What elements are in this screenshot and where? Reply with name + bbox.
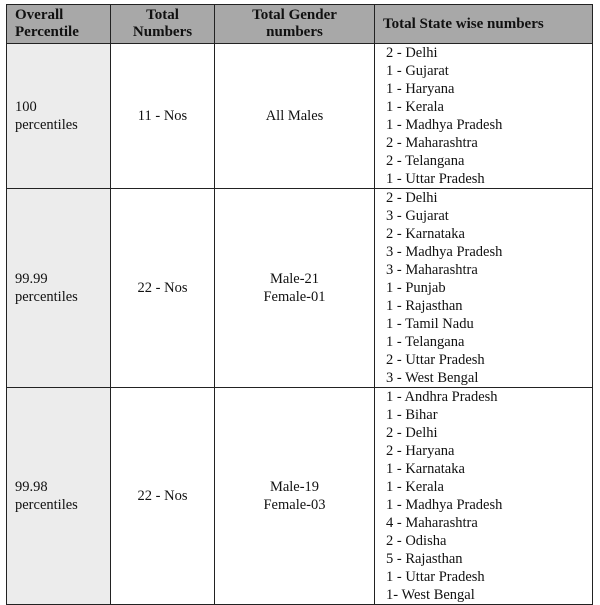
header-numbers-line2: Numbers	[132, 24, 193, 40]
state-item: 1 - Uttar Pradesh	[386, 569, 485, 585]
state-item: 1 - Tamil Nadu	[386, 316, 474, 332]
gender-line: All Males	[265, 108, 324, 124]
header-overall-percentile	[7, 5, 111, 44]
state-item: 3 - Maharashtra	[386, 262, 478, 278]
state-list	[386, 44, 592, 188]
state-item: 2 - Karnataka	[386, 226, 465, 242]
state-item: 1 - Haryana	[386, 81, 455, 97]
state-item: 1 - Kerala	[386, 99, 444, 115]
total-numbers-cell: 11 - Nos	[111, 44, 215, 189]
state-item: 4 - Maharashtra	[386, 515, 478, 531]
gender-cell	[215, 189, 375, 388]
state-cell	[375, 189, 593, 388]
table-header	[7, 5, 593, 44]
state-list	[386, 189, 592, 387]
state-item: 1 - Telangana	[386, 334, 465, 350]
header-gender-line1: Total Gender	[252, 7, 337, 23]
gender-line: Male-19	[269, 479, 320, 495]
state-cell	[375, 44, 593, 189]
state-item: 3 - Madhya Pradesh	[386, 244, 503, 260]
percentile-unit: percentiles	[15, 117, 78, 133]
table-row	[7, 388, 593, 605]
state-item: 2 - Delhi	[386, 45, 438, 61]
gender-line: Female-01	[263, 289, 326, 305]
state-item: 1 - Andhra Pradesh	[386, 389, 498, 405]
header-percentile-line2: Percentile	[15, 24, 79, 40]
percentile-cell	[7, 388, 111, 605]
state-item: 2 - Delhi	[386, 425, 438, 441]
state-item: 1- West Bengal	[386, 587, 475, 603]
table-row	[7, 44, 593, 189]
state-item: 1 - Uttar Pradesh	[386, 171, 485, 187]
percentile-unit: percentiles	[15, 497, 78, 513]
gender-line: Female-03	[263, 497, 326, 513]
state-item: 2 - Odisha	[386, 533, 447, 549]
state-item: 5 - Rajasthan	[386, 551, 463, 567]
header-state-wise: Total State wise numbers	[375, 5, 593, 44]
header-row	[7, 5, 593, 44]
state-list	[386, 388, 592, 604]
gender-cell	[215, 388, 375, 605]
state-item: 1 - Bihar	[386, 407, 438, 423]
total-numbers-cell: 22 - Nos	[111, 388, 215, 605]
state-item: 1 - Rajasthan	[386, 298, 463, 314]
gender-line: Male-21	[269, 271, 320, 287]
percentile-value: 99.98	[15, 479, 48, 495]
header-total-numbers	[111, 5, 215, 44]
state-item: 2 - Uttar Pradesh	[386, 352, 485, 368]
state-item: 1 - Gujarat	[386, 63, 449, 79]
percentile-value: 99.99	[15, 271, 48, 287]
state-item: 1 - Madhya Pradesh	[386, 497, 503, 513]
header-gender-line2: numbers	[266, 24, 323, 40]
gender-cell	[215, 44, 375, 189]
state-item: 2 - Delhi	[386, 190, 438, 206]
header-numbers-line1: Total	[146, 7, 179, 23]
state-item: 1 - Madhya Pradesh	[386, 117, 503, 133]
state-item: 3 - Gujarat	[386, 208, 449, 224]
percentile-cell	[7, 189, 111, 388]
state-item: 1 - Kerala	[386, 479, 444, 495]
state-item: 3 - West Bengal	[386, 370, 479, 386]
percentile-cell	[7, 44, 111, 189]
state-item: 1 - Punjab	[386, 280, 446, 296]
header-percentile-line1: Overall	[15, 7, 64, 23]
table-body	[7, 44, 593, 605]
percentile-unit: percentiles	[15, 289, 78, 305]
header-total-gender	[215, 5, 375, 44]
total-numbers-cell: 22 - Nos	[111, 189, 215, 388]
percentile-value: 100	[15, 99, 37, 115]
state-item: 2 - Haryana	[386, 443, 455, 459]
state-item: 1 - Karnataka	[386, 461, 465, 477]
state-cell	[375, 388, 593, 605]
state-item: 2 - Maharashtra	[386, 135, 478, 151]
state-item: 2 - Telangana	[386, 153, 465, 169]
percentile-table	[6, 4, 593, 605]
table-row	[7, 189, 593, 388]
